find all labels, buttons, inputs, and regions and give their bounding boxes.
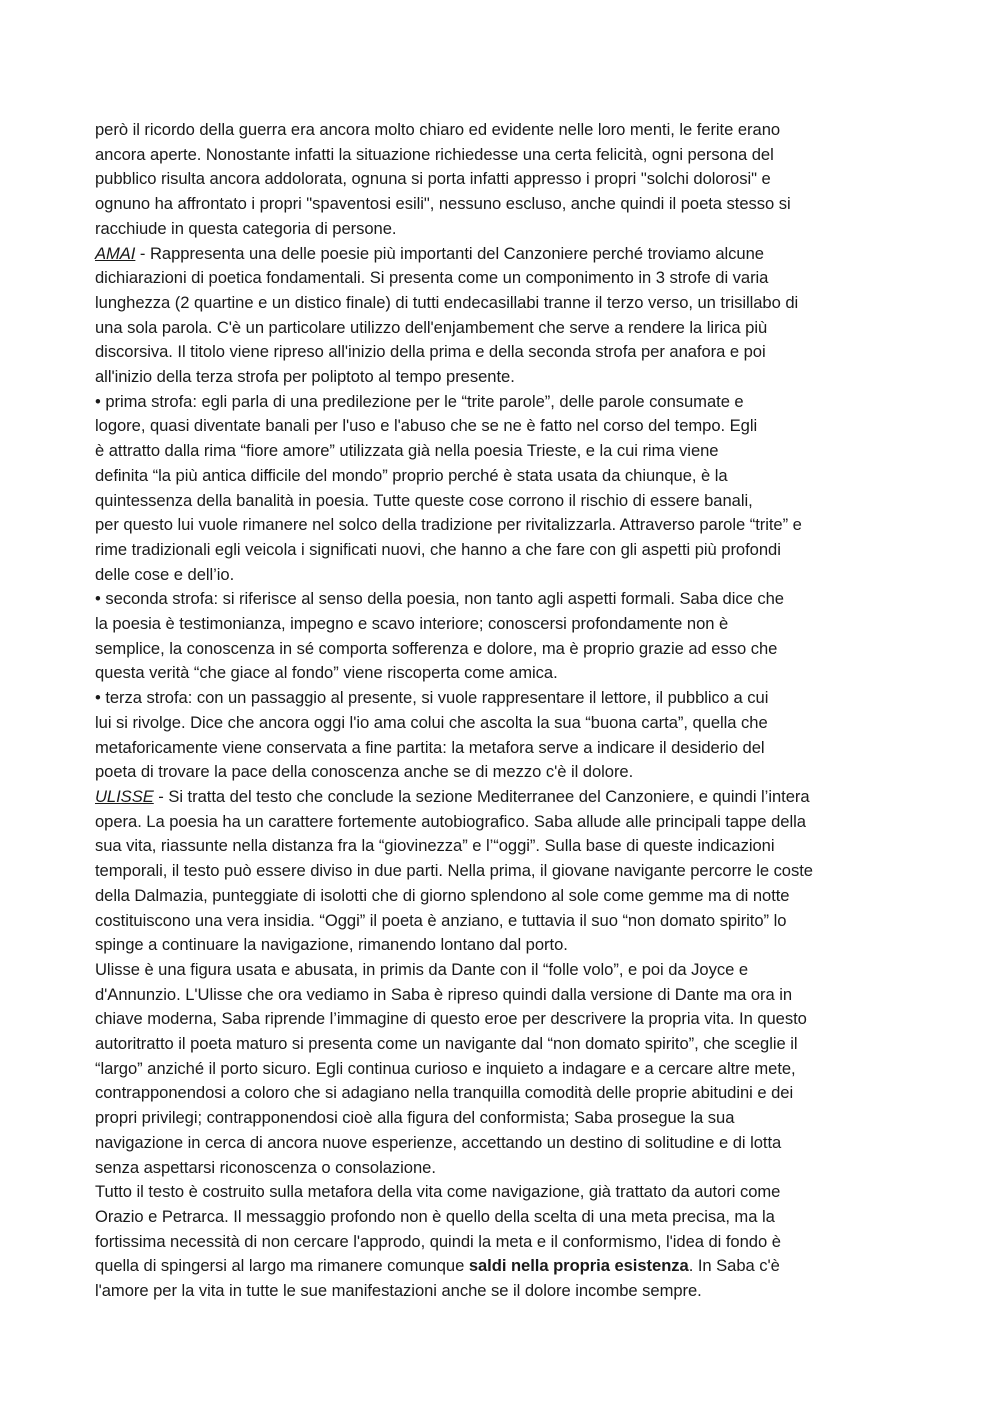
text-line: senza aspettarsi riconoscenza o consolazione. xyxy=(95,1157,436,1177)
text-line: • prima strofa: egli parla di una predilezione per le “trite parole”, delle parole consumate e xyxy=(95,391,744,411)
text-line: lui si rivolge. Dice che ancora oggi l'io ama colui che ascolta la sua “buona carta”, quella che xyxy=(95,712,768,732)
text-line: logore, quasi diventate banali per l'uso e l'abuso che se ne è fatto nel corso del tempo. Egli xyxy=(95,416,758,436)
text-line: però il ricordo della guerra era ancora molto chiaro ed evidente nelle loro menti, le ferite erano xyxy=(95,120,781,139)
text-line-with-bold xyxy=(95,1254,925,1279)
text-line: • terza strofa: con un passaggio al presente, si vuole rappresentare il lettore, il pubblico a cui xyxy=(95,688,769,708)
amai-heading-line xyxy=(95,242,925,267)
text-line: lunghezza (2 quartine e un distico finale) di tutti endecasillabi tranne il terzo verso, un trisillabo di xyxy=(95,292,799,312)
text-line: Ulisse è una figura usata e abusata, in primis da Dante con il “folle volo”, e poi da Joyce e xyxy=(95,959,749,979)
text-line: navigazione in cerca di ancora nuove esperienze, accettando un destino di solitudine e di lotta xyxy=(95,1132,782,1152)
text-line: chiave moderna, Saba riprende l’immagine di questo eroe per descrivere la propria vita. In questo xyxy=(95,1009,807,1029)
bold-line-after: . In Saba c'è xyxy=(688,1256,780,1276)
ulisse-title: ULISSE xyxy=(95,786,154,806)
text-line: delle cose e dell’io. xyxy=(95,564,235,584)
text-line: per questo lui vuole rimanere nel solco della tradizione per rivitalizzarla. Attraverso parole “trite” e xyxy=(95,515,802,535)
text-line: autoritratto il poeta maturo si presenta come un navigante dal “non domato spirito”, che sceglie il xyxy=(95,1034,798,1054)
ulisse-paragraph-3 xyxy=(95,1180,925,1304)
bullet-terza-strofa xyxy=(95,686,925,785)
text-line: costituiscono una vera insidia. “Oggi” il poeta è anziano, e tuttavia il suo “non domato spirito” lo xyxy=(95,910,787,930)
text-line: discorsiva. Il titolo viene ripreso all'inizio della prima e della seconda strofa per anafora e poi xyxy=(95,342,766,362)
text-line: sua vita, riassunte nella distanza fra la “giovinezza” e l’“oggi”. Sulla base di queste indicazioni xyxy=(95,836,775,856)
text-line: fortissima necessità di non cercare l'approdo, quindi la meta e il conformismo, l'idea di fondo è xyxy=(95,1231,781,1251)
text-line: la poesia è testimonianza, impegno e scavo interiore; conoscersi profondamente non è xyxy=(95,614,729,634)
text-line: ancora aperte. Nonostante infatti la situazione richiedesse una certa felicità, ogni persona del xyxy=(95,144,774,164)
text-line: una sola parola. C'è un particolare utilizzo dell'enjambement che serve a rendere la lirica più xyxy=(95,317,768,337)
text-line: della Dalmazia, punteggiate di isolotti che di giorno splendono al sole come gemme ma di notte xyxy=(95,885,790,905)
text-line: poeta di trovare la pace della conoscenza anche se di mezzo c'è il dolore. xyxy=(95,762,634,782)
text-line: “largo” anziché il porto sicuro. Egli continua curioso e inquieto a indagare e a cercare altre mete, xyxy=(95,1058,796,1078)
text-line: questa verità “che giace al fondo” viene riscoperta come amica. xyxy=(95,663,558,683)
document-page xyxy=(95,118,925,1304)
text-line: Tutto il testo è costruito sulla metafora della vita come navigazione, già trattato da autori come xyxy=(95,1182,781,1202)
text-line: metaforicamente viene conservata a fine partita: la metafora serve a indicare il desiderio del xyxy=(95,737,765,757)
text-line: Orazio e Petrarca. Il messaggio profondo non è quello della scelta di una meta precisa, ma la xyxy=(95,1206,775,1226)
text-line: • seconda strofa: si riferisce al senso della poesia, non tanto agli aspetti formali. Saba dice che xyxy=(95,589,784,609)
text-line: l'amore per la vita in tutte le sue manifestazioni anche se il dolore incombe sempre. xyxy=(95,1281,702,1301)
ulisse-heading-line xyxy=(95,785,925,810)
text-line: dichiarazioni di poetica fondamentali. Si presenta come un componimento in 3 strofe di varia xyxy=(95,268,769,288)
amai-section xyxy=(95,242,925,785)
text-line: definita “la più antica difficile del mondo” proprio perché è stata usata da chiunque, è la xyxy=(95,465,728,485)
amai-title: AMAI xyxy=(95,243,136,263)
text-line: racchiude in questa categoria di persone. xyxy=(95,218,397,238)
text-line: ognuno ha affrontato i propri "spaventosi esili", nessuno escluso, anche quindi il poeta stesso si xyxy=(95,194,791,214)
text-line: pubblico risulta ancora addolorata, ognuna si porta infatti appresso i propri "solchi dolorosi" e xyxy=(95,169,771,189)
bullet-prima-strofa xyxy=(95,390,925,588)
amai-heading-rest: - Rappresenta una delle poesie più importanti del Canzoniere perché troviamo alcune xyxy=(135,243,764,263)
ulisse-paragraph-2 xyxy=(95,958,925,1180)
text-line: rime tradizionali egli veicola i significati nuovi, che hanno a che fare con gli aspetti più profondi xyxy=(95,539,781,559)
text-line: semplice, la conoscenza in sé comporta sofferenza e dolore, ma è proprio grazie ad esso che xyxy=(95,638,778,658)
bullet-seconda-strofa xyxy=(95,587,925,686)
ulisse-heading-rest: - Si tratta del testo che conclude la sezione Mediterranee del Canzoniere, e quindi l’intera xyxy=(153,786,810,806)
text-line: temporali, il testo può essere diviso in due parti. Nella prima, il giovane navigante percorre le coste xyxy=(95,861,813,881)
text-line: contrapponendosi a coloro che si adagiano nella tranquilla comodità delle proprie abitudini e dei xyxy=(95,1083,794,1103)
text-line: d'Annunzio. L'Ulisse che ora vediamo in Saba è ripreso quindi dalla versione di Dante ma ora in xyxy=(95,984,793,1004)
bold-line-before: quella di spingersi al largo ma rimanere comunque xyxy=(95,1256,469,1276)
intro-paragraph xyxy=(95,118,925,242)
text-line: all'inizio della terza strofa per poliptoto al tempo presente. xyxy=(95,367,515,387)
text-line: propri privilegi; contrapponendosi cioè alla figura del conformista; Saba prosegue la sua xyxy=(95,1108,735,1128)
text-line: opera. La poesia ha un carattere fortemente autobiografico. Saba allude alle principali tappe della xyxy=(95,811,806,831)
ulisse-section xyxy=(95,785,925,1304)
text-line: quintessenza della banalità in poesia. Tutte queste cose corrono il rischio di essere banali, xyxy=(95,490,753,510)
text-line: spinge a continuare la navigazione, rimanendo lontano dal porto. xyxy=(95,935,568,955)
text-line: è attratto dalla rima “fiore amore” utilizzata già nella poesia Trieste, e la cui rima viene xyxy=(95,441,719,461)
bold-phrase: saldi nella propria esistenza xyxy=(468,1256,689,1276)
